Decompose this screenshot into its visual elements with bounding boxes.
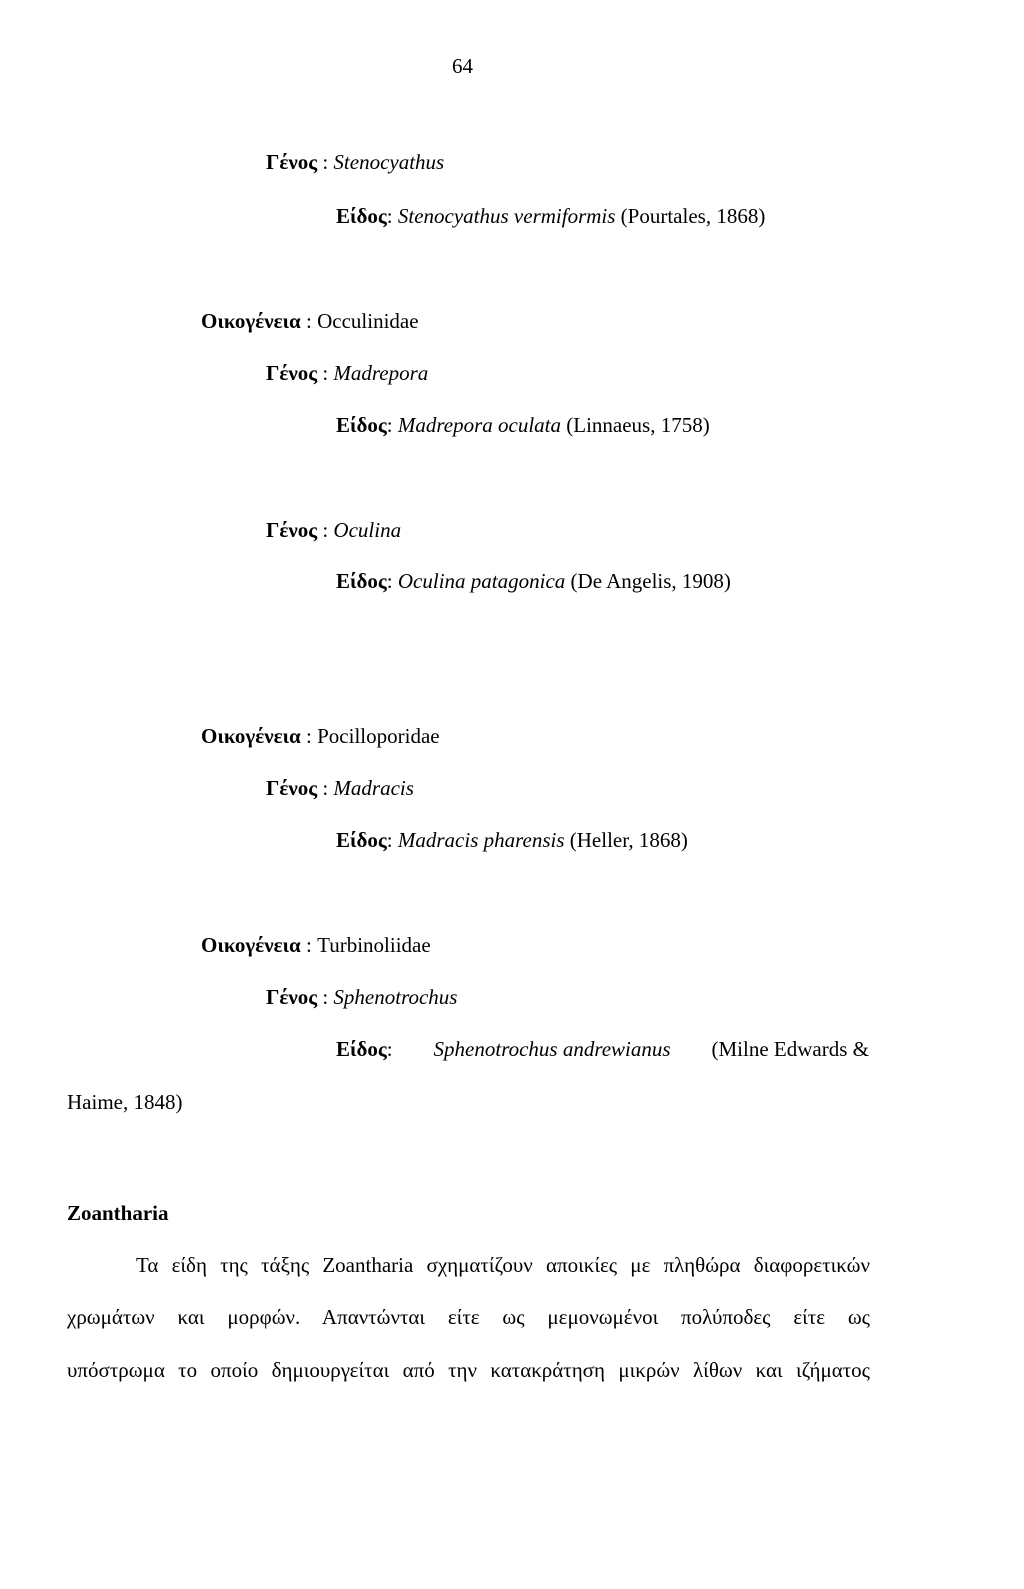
genus-name: Stenocyathus (333, 150, 445, 174)
genus-label: Γένος (266, 361, 318, 385)
genus-label: Γένος (266, 776, 318, 800)
genus-line: Γένος : Stenocyathus (266, 150, 445, 174)
genus-name: Oculina (333, 518, 402, 542)
species-label: Είδος (336, 204, 387, 228)
species-label: Είδος (336, 569, 387, 593)
family-name: Pocilloporidae (317, 724, 440, 748)
genus-label: Γένος (266, 150, 318, 174)
family-line: Οικογένεια : Turbinoliidae (201, 933, 431, 957)
species-author: (Heller, 1868) (569, 828, 688, 852)
genus-name: Sphenotrochus (333, 985, 458, 1009)
genus-line: Γένος : Madrepora (266, 361, 429, 385)
genus-label: Γένος (266, 518, 318, 542)
species-line: Είδος: Madracis pharensis (Heller, 1868) (336, 828, 688, 852)
family-name: Occulinidae (317, 309, 419, 333)
paragraph-line: χρωμάτων και μορφών. Απαντώνται είτε ως μεμονωμένοι πολύποδες είτε ως (67, 1305, 870, 1329)
species-author: (De Angelis, 1908) (570, 569, 731, 593)
genus-line: Γένος : Oculina (266, 518, 402, 542)
species-line: Είδος: Sphenotrochus andrewianus (Milne Edwards & (336, 1037, 869, 1061)
species-line: Είδος: Stenocyathus vermiformis (Pourtales, 1868) (336, 204, 766, 228)
genus-name: Madrepora (333, 361, 429, 385)
species-label: Είδος (336, 828, 387, 852)
species-name: Oculina patagonica (397, 569, 566, 593)
species-author: (Milne Edwards & (711, 1037, 869, 1061)
genus-line: Γένος : Sphenotrochus (266, 985, 458, 1009)
species-label: Είδος (336, 413, 387, 437)
species-author-continued: Haime, 1848) (67, 1090, 183, 1114)
section-heading: Zoantharia (67, 1201, 169, 1225)
genus-label: Γένος (266, 985, 318, 1009)
genus-line: Γένος : Madracis (266, 776, 414, 800)
genus-name: Madracis (333, 776, 414, 800)
family-line: Οικογένεια : Pocilloporidae (201, 724, 440, 748)
family-label: Οικογένεια (201, 933, 301, 957)
species-name: Madracis pharensis (397, 828, 565, 852)
family-label: Οικογένεια (201, 724, 301, 748)
species-name: Sphenotrochus andrewianus (433, 1037, 671, 1061)
family-label: Οικογένεια (201, 309, 301, 333)
species-author: (Pourtales, 1868) (620, 204, 766, 228)
species-label: Είδος (336, 1037, 387, 1061)
paragraph-line: υπόστρωμα το οποίο δημιουργείται από την κατακράτηση μικρών λίθων και ιζήματος (67, 1358, 870, 1382)
family-line: Οικογένεια : Occulinidae (201, 309, 419, 333)
page-number: 64 (452, 54, 473, 78)
species-line: Είδος: Oculina patagonica (De Angelis, 1908) (336, 569, 731, 593)
species-name: Madrepora oculata (397, 413, 561, 437)
paragraph-line: Τα είδη της τάξης Zoantharia σχηματίζουν αποικίες με πληθώρα διαφορετικών (136, 1253, 870, 1277)
species-name: Stenocyathus vermiformis (397, 204, 616, 228)
species-line: Είδος: Madrepora oculata (Linnaeus, 1758) (336, 413, 710, 437)
species-author: (Linnaeus, 1758) (566, 413, 710, 437)
family-name: Turbinoliidae (317, 933, 431, 957)
